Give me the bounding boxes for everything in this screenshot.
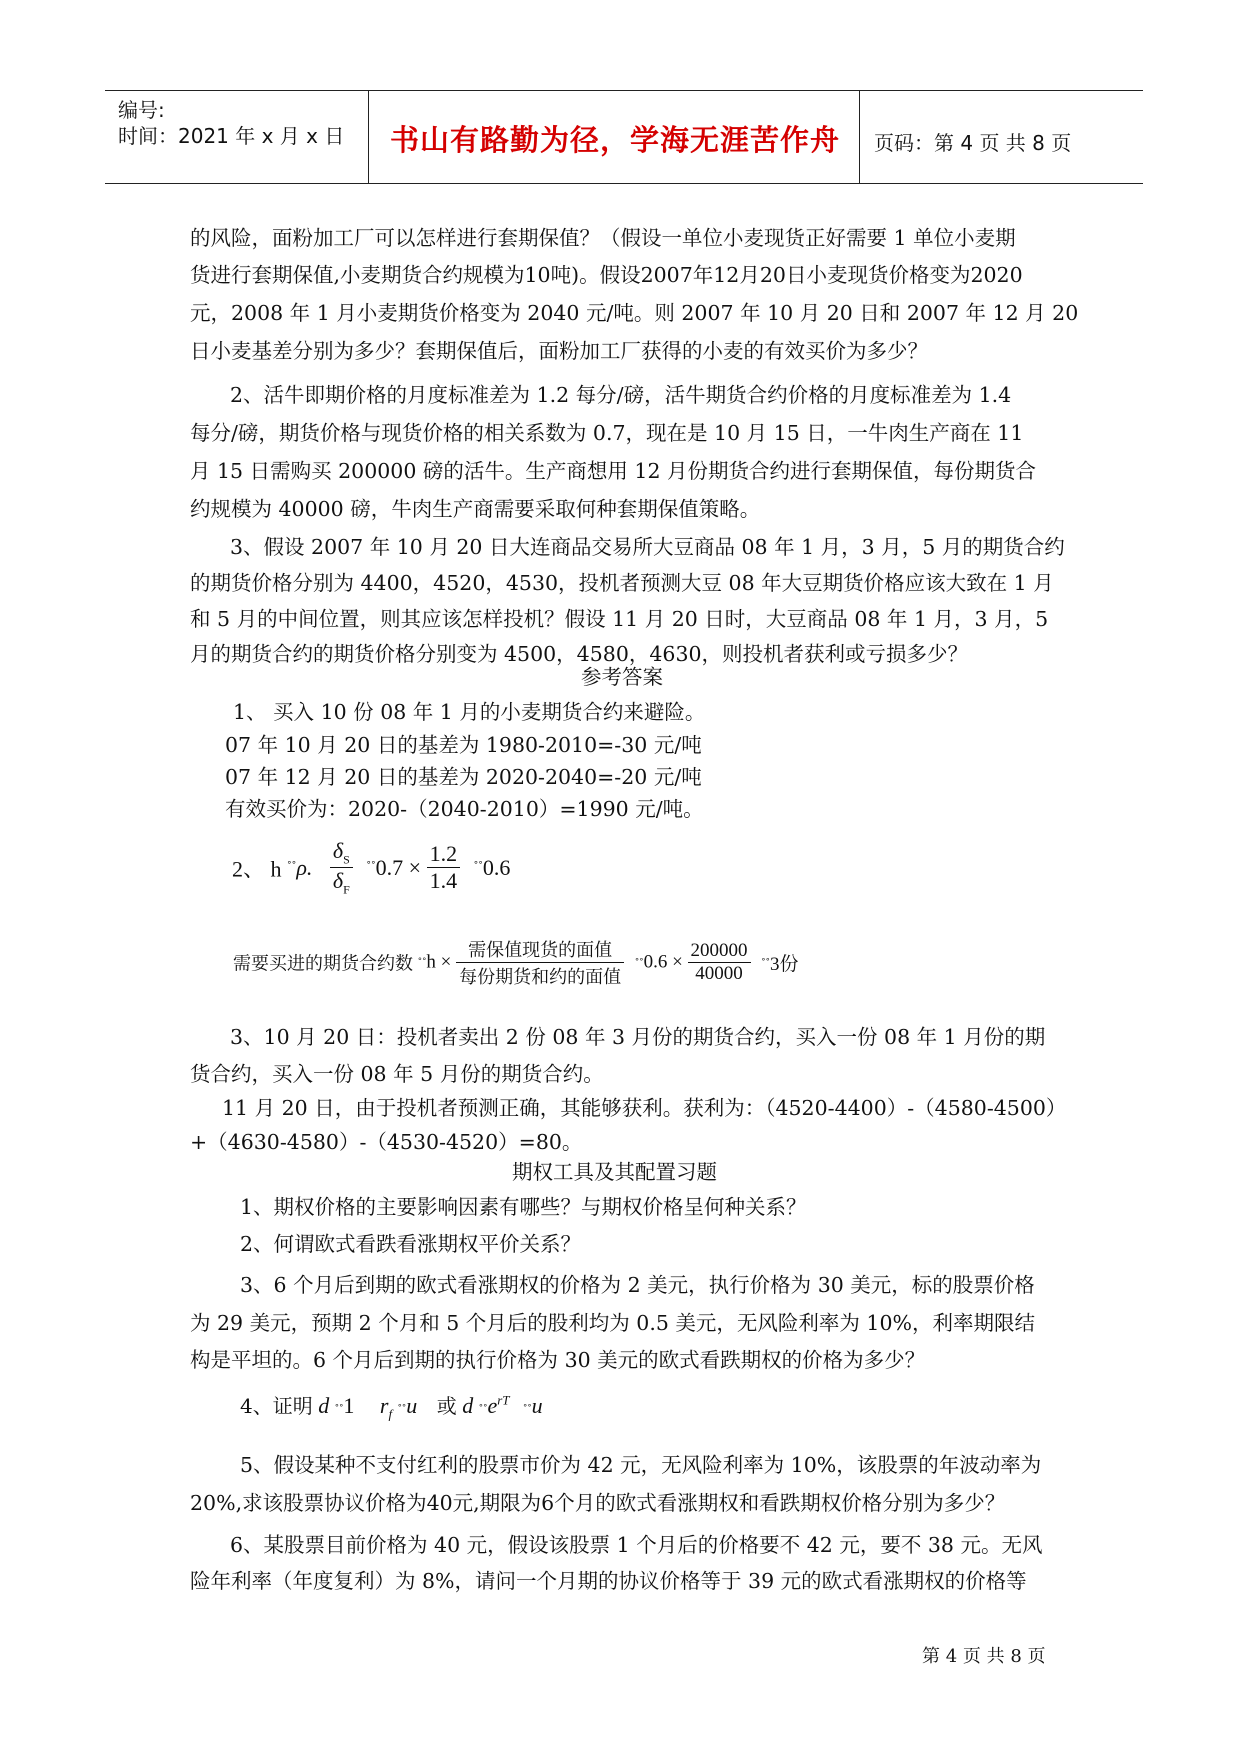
formula-glyph: ˚˚ xyxy=(366,859,376,875)
body-line: 2、活牛即期价格的月度标准差为 1.2 每分/磅，活牛期货合约价格的月度标准差为 1.4 xyxy=(230,383,1012,407)
answer-line: 3、10 月 20 日：投机者卖出 2 份 08 年 3 月份的期货合约，买入一份 08 年 1 月份的期 xyxy=(230,1025,1046,1049)
question-line: 20%,求该股票协议价格为40元,期限为6个月的欧式看涨期权和看跌期权价格分别为多少？ xyxy=(190,1491,1006,1515)
body-line: 的期货价格分别为 4400，4520，4530，投机者预测大豆 08 年大豆期货价格应该大致在 1 月 xyxy=(190,571,1054,595)
header-bottom-rule xyxy=(105,183,1143,184)
answer-line: 有效买价为：2020-（2040-2010）=1990 元/吨。 xyxy=(225,797,704,821)
answer-line: +（4630-4580）-（4530-4520）=80。 xyxy=(190,1130,583,1154)
formula-fraction-delta xyxy=(330,838,353,898)
formula-h: h × xyxy=(426,951,452,973)
body-line: 元，2008 年 1 月小麦期货价格变为 2040 元/吨。则 2007 年 10 月 20 日和 2007 年 12 月 20 xyxy=(190,301,1079,325)
formula-one: 1 xyxy=(343,1393,355,1418)
document-time-label: 时间：2021 年 x 月 x 日 xyxy=(118,124,345,148)
question-line: 构是平坦的。6 个月后到期的执行价格为 30 美元的欧式看跌期权的价格为多少？ xyxy=(190,1348,926,1372)
formula-rho: ρ. xyxy=(296,854,313,880)
formula-glyph: ˚˚ xyxy=(397,1401,407,1416)
question-line: 2、何谓欧式看跌看涨期权平价关系？ xyxy=(240,1232,582,1256)
formula-d: d xyxy=(462,1393,474,1418)
formula-fraction-size xyxy=(688,940,751,985)
formula-d: d xyxy=(318,1393,330,1418)
formula-prefix: 2、 h xyxy=(232,856,282,882)
formula-numerator: 200000 xyxy=(688,940,751,963)
formula-or: 或 xyxy=(436,1394,457,1418)
formula-result: 3份 xyxy=(769,954,799,975)
formula-u: u xyxy=(531,1393,543,1418)
question-line: 3、6 个月后到期的欧式看涨期权的价格为 2 美元，执行价格为 30 美元，标的股票价格 xyxy=(240,1273,1035,1297)
answer-line: 11 月 20 日，由于投机者预测正确，其能够获利。获利为：（4520-4400）-（4580-4500） xyxy=(222,1096,1067,1120)
formula-fraction-value xyxy=(456,936,624,989)
formula-prefix: 需要买进的期货合约数 xyxy=(233,953,413,975)
formula-e: e xyxy=(487,1393,498,1418)
header-top-rule xyxy=(105,90,1143,91)
formula-glyph: ˚˚ xyxy=(287,859,297,875)
document-number-label: 编号: xyxy=(118,98,165,122)
header-divider-left xyxy=(368,90,369,183)
body-line: 月 15 日需购买 200000 磅的活牛。生产商想用 12 月份期货合约进行套期保值，每份期货合 xyxy=(190,459,1037,483)
answers-title: 参考答案 xyxy=(581,665,663,689)
formula-delta-s: δ xyxy=(332,838,344,863)
formula-delta-f-sub: F xyxy=(343,882,350,897)
formula-glyph: ˚˚ xyxy=(334,1401,344,1416)
body-line: 月的期货合约的期货价格分别变为 4500，4580，4630，则投机者获利或亏损多少？ xyxy=(190,642,969,666)
formula-rf-sub: f xyxy=(388,1406,393,1422)
question-line: 为 29 美元，预期 2 个月和 5 个月后的股利均为 0.5 美元，无风险利率为 10%，利率期限结 xyxy=(190,1311,1035,1335)
body-line: 的风险，面粉加工厂可以怎样进行套期保值？（假设一单位小麦现货正好需要 1 单位小麦期 xyxy=(190,226,1016,250)
formula-rf: r xyxy=(379,1393,389,1418)
formula-numerator: 需保值现货的面值 xyxy=(456,936,624,963)
formula-u: u xyxy=(406,1393,418,1418)
question-line: 1、期权价格的主要影响因素有哪些？与期权价格呈何种关系？ xyxy=(240,1195,807,1219)
answer-line: 货合约，买入一份 08 年 5 月份的期货合约。 xyxy=(190,1062,604,1086)
body-line: 约规模为 40000 磅，牛肉生产商需要采取何种套期保值策略。 xyxy=(190,497,761,521)
formula-denominator: 每份期货和约的面值 xyxy=(459,967,622,988)
formula-glyph: ˚˚ xyxy=(478,1401,488,1416)
formula-result: 0.6 xyxy=(482,854,511,880)
header-divider-right xyxy=(859,90,860,183)
proof-formula xyxy=(240,1390,543,1422)
body-line: 3、假设 2007 年 10 月 20 日大连商品交易所大豆商品 08 年 1 月，3 月，5 月的期货合约 xyxy=(230,535,1065,559)
contract-count-formula xyxy=(233,936,798,989)
body-line: 货进行套期保值,小麦期货合约规模为10吨)。假设2007年12月20日小麦现货价格变为2020 xyxy=(190,263,1023,287)
formula-glyph: ˚˚ xyxy=(634,954,644,970)
hedge-ratio-formula xyxy=(232,838,510,898)
formula-mid: 0.6 × xyxy=(643,951,683,973)
formula-delta-f: δ xyxy=(332,868,344,894)
formula-numerator: 1.2 xyxy=(427,841,461,868)
formula-glyph: ˚˚ xyxy=(761,954,770,970)
page-footer: 第 4 页 共 8 页 xyxy=(922,1646,1046,1667)
page-number-label: 页码：第 4 页 共 8 页 xyxy=(874,131,1072,155)
body-line: 每分/磅，期货价格与现货价格的相关系数为 0.7，现在是 10 月 15 日，一牛肉生产商在 11 xyxy=(190,421,1024,445)
formula-fraction-sigma xyxy=(427,841,461,894)
answer-line: 1、 买入 10 份 08 年 1 月的小麦期货合约来避险。 xyxy=(233,700,706,724)
header-motto: 书山有路勤为径，学海无涯苦作舟 xyxy=(390,123,841,157)
body-line: 日小麦基差分别为多少？套期保值后，面粉加工厂获得的小麦的有效买价为多少？ xyxy=(190,339,928,363)
formula-prefix: 4、证明 xyxy=(240,1394,313,1418)
formula-mid: 0.7 × xyxy=(375,854,422,880)
section-title: 期权工具及其配置习题 xyxy=(512,1160,717,1184)
formula-rt: rT xyxy=(497,1392,510,1408)
question-line: 险年利率（年度复利）为 8%，请问一个月期的协议价格等于 39 元的欧式看涨期权的价格等 xyxy=(190,1569,1027,1593)
formula-denominator: 40000 xyxy=(695,963,743,984)
question-line: 6、某股票目前价格为 40 元，假设该股票 1 个月后的价格要不 42 元，要不 38 元。无风 xyxy=(230,1533,1043,1557)
answer-line: 07 年 12 月 20 日的基差为 2020-2040=-20 元/吨 xyxy=(225,765,702,789)
formula-glyph: ˚˚ xyxy=(523,1401,532,1416)
formula-glyph: ˚˚ xyxy=(473,859,483,875)
question-line: 5、假设某种不支付红利的股票市价为 42 元，无风险利率为 10%，该股票的年波动率为 xyxy=(240,1453,1042,1477)
answer-line: 07 年 10 月 20 日的基差为 1980-2010=-30 元/吨 xyxy=(225,733,702,757)
formula-glyph: ˚˚ xyxy=(417,954,427,970)
formula-denominator: 1.4 xyxy=(429,868,458,894)
formula-delta-s-sub: S xyxy=(343,852,350,867)
body-line: 和 5 月的中间位置，则其应该怎样投机？假设 11 月 20 日时，大豆商品 08 年 1 月，3 月，5 xyxy=(190,607,1049,631)
